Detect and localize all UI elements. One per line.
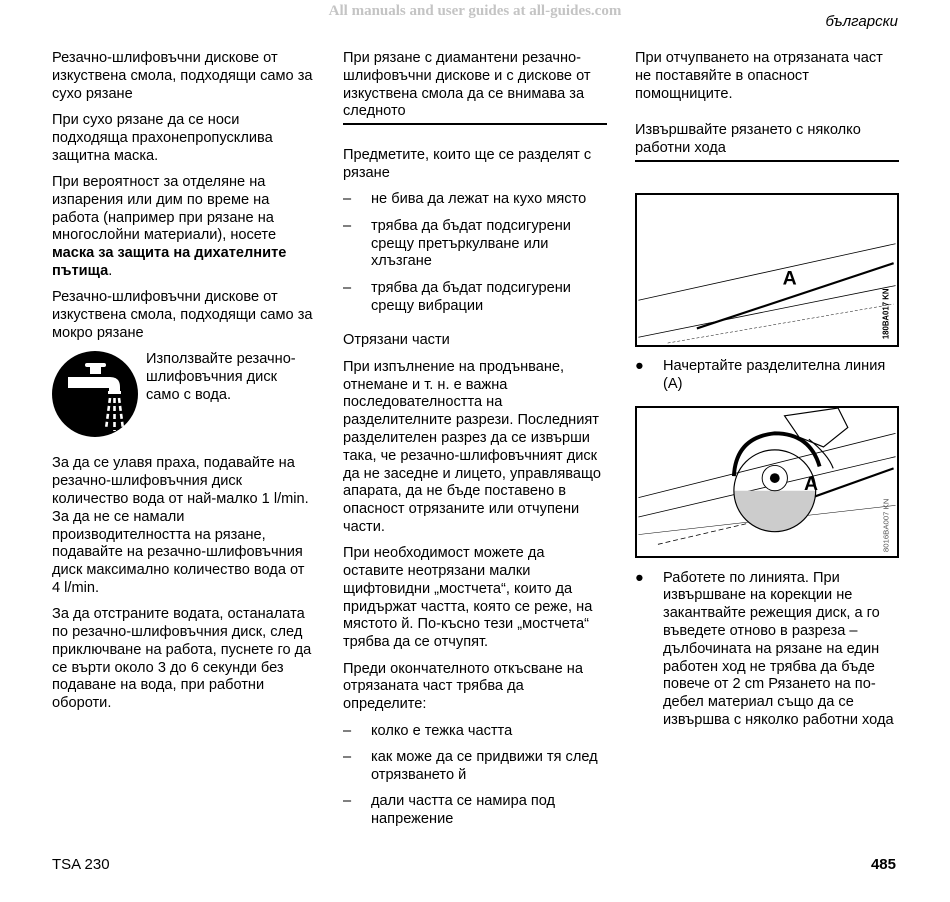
list-item	[343, 280, 607, 316]
watermark: All manuals and user guides at all-guides.com	[328, 3, 622, 19]
list-item	[343, 191, 607, 209]
column-right	[635, 50, 899, 738]
text: .	[108, 262, 113, 279]
heading-objects: Предметите, които ще се разделят с рязане	[343, 147, 592, 181]
heading-cut-parts: Отрязани части	[343, 332, 450, 349]
figure-letter: A	[804, 472, 819, 495]
list-item-text: дали частта се намира под напрежение	[371, 793, 556, 828]
column-middle	[343, 50, 607, 837]
dash-marker: –	[343, 793, 352, 810]
list-item-text: не бива да лежат на кухо място	[371, 191, 587, 208]
bullet-marker: ●	[635, 357, 644, 374]
list-item-text: как може да се придвижи тя след отрязването й	[371, 749, 598, 783]
water-instruction	[52, 351, 314, 437]
list-item	[343, 218, 607, 271]
paragraph: При отчупването на отрязаната част не поставяйте в опасност помощниците.	[635, 50, 883, 102]
figure-cutting-along-line	[635, 406, 899, 558]
list-item-text: трябва да бъдат подсигурени срещу вибрации	[371, 279, 571, 314]
list-item	[343, 749, 607, 785]
water-tap-icon	[52, 351, 138, 437]
heading-cutting-precautions: При рязане с диамантени резачно-шлифовъчни дискове и с дискове от изкуствена смола да се внимава за следното	[343, 50, 607, 125]
list-item	[343, 793, 607, 829]
figure-code: 180BA017 KN	[881, 288, 891, 340]
dash-marker: –	[343, 722, 352, 739]
heading-wet-cutting: Резачно-шлифовъчни дискове от изкуствена смола, подходящи само за мокро рязане	[52, 289, 313, 341]
heading-multiple-passes: Извършвайте рязането с няколко работни хода	[635, 122, 899, 162]
dash-marker: –	[343, 217, 352, 234]
list-item-text: трябва да бъдат подсигурени срещу претъркулване или хлъзгане	[371, 217, 571, 270]
bullet-text: Начертайте разделителна линия (A)	[663, 357, 886, 392]
figure-code: 8016BA007 KN	[881, 498, 891, 552]
list-item-text: колко е тежка частта	[371, 722, 513, 739]
paragraph: За да се улавя праха, подавайте на резачно-шлифовъчния диск количество вода от най-малко 1 l/min. За да не се намали производителността на рязане, подавайте на резачно-шлифовъчния диск максимално количество вода от 4 l/min.	[52, 455, 309, 596]
heading-dry-cutting: Резачно-шлифовъчни дискове от изкуствена смола, подходящи само за сухо рязане	[52, 50, 313, 102]
language-label: български	[825, 13, 898, 30]
list-item	[343, 723, 607, 741]
figure-letter: A	[782, 267, 797, 290]
dash-marker: –	[343, 749, 352, 766]
column-left	[52, 50, 314, 722]
icon-caption: Използвайте резачно-шлифовъчния диск само с вода.	[146, 351, 296, 403]
footer-model: TSA 230	[52, 856, 110, 873]
bullet-item	[635, 570, 899, 730]
paragraph: При необходимост можете да оставите неотрязани малки щифтовидни „мостчета“, които да придържат частта, която се реже, на мястото й. По-късно тези „мостчета“ трябва да се отчупят.	[343, 545, 593, 651]
bullet-text: Работете по линията. При извършване на корекции не закантвайте режещия диск, а го въведете отново в разреза – дълбочината на рязане на един работен ход не трябва да бъде повече от 2 cm Рязането на по-дебел материал също да се извършва с няколко работни хода	[663, 569, 894, 728]
bullet-item	[635, 358, 899, 394]
paragraph: Преди окончателното откъсване на отрязаната част трябва да определите:	[343, 660, 583, 713]
paragraph: При изпълнение на продънване, отнемане и т. н. е важна последователността на разделителните разрези. Последният разделителен разрез да се извърши така, че резачно-шлифовъчният диск да не заседне и лицето, управляващо апарата, да не бъде поставено в опасност отрязаните или отчупени части.	[343, 358, 601, 535]
paragraph: При сухо рязане да се носи подходяща прахонепропусклива защитна маска.	[52, 111, 273, 164]
paragraph: За да отстраните водата, останалата по резачно-шлифовъчния диск, след приключване на работа, пуснете го да се върти около 3 до 6 секунди без подаване на вода, при работни обороти.	[52, 606, 312, 712]
bold-text: маска за защита на дихателните пътища	[52, 245, 287, 279]
text: При вероятност за отделяне на изпарения или дим по време на работа (например при рязане на многослойни материали), носете	[52, 173, 277, 244]
page-number: 485	[870, 856, 896, 873]
figure-marking-line	[635, 193, 899, 347]
paragraph-respiratory	[52, 174, 314, 281]
dash-marker: –	[343, 279, 352, 296]
bullet-marker: ●	[635, 569, 644, 586]
dash-marker: –	[343, 191, 352, 208]
